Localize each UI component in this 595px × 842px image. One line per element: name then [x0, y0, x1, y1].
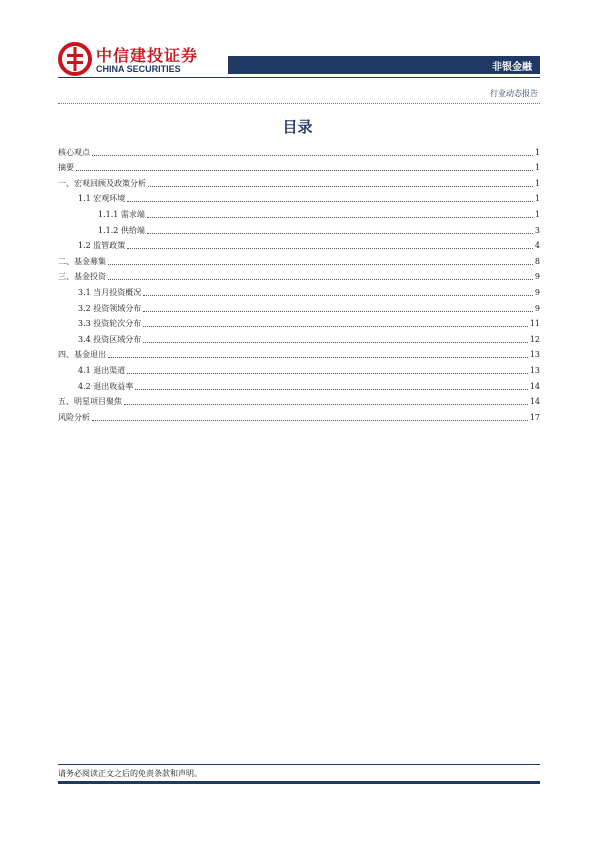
- toc-entry-page: 12: [529, 334, 540, 344]
- toc-leader-dots: [108, 356, 528, 358]
- toc-entry-page: 9: [534, 303, 540, 313]
- toc-entry-page: 1: [534, 209, 540, 219]
- toc-entry[interactable]: [58, 298, 540, 314]
- toc-entry-page: 3: [534, 225, 540, 235]
- toc-entry-page: 13: [529, 365, 540, 375]
- toc-entry[interactable]: [58, 314, 540, 330]
- toc-entry[interactable]: [58, 329, 540, 345]
- toc-entry-label: 三、基金投资: [58, 272, 106, 282]
- toc-leader-dots: [127, 200, 533, 202]
- toc-entry-page: 1: [534, 163, 540, 173]
- toc-entry[interactable]: [58, 376, 540, 392]
- section-label: 非银金融: [492, 62, 532, 73]
- toc-leader-dots: [147, 232, 533, 234]
- toc-leader-dots: [127, 247, 533, 249]
- toc-entry-label: 3.2 投资领域分布: [78, 303, 142, 313]
- toc-entry-label: 四、基金退出: [58, 350, 106, 360]
- footer-divider: [58, 764, 540, 765]
- toc-entry-page: 1: [534, 194, 540, 204]
- toc-entry[interactable]: [58, 392, 540, 408]
- toc-entry-page: 13: [529, 350, 540, 360]
- toc-entry-label: 4.2 退出收益率: [78, 381, 134, 391]
- toc-leader-dots: [108, 278, 533, 280]
- toc-entry-label: 1.1 宏观环境: [78, 194, 126, 204]
- report-type-divider: [58, 103, 540, 104]
- toc-entry[interactable]: [58, 360, 540, 376]
- toc-leader-dots: [143, 294, 533, 296]
- toc-entry-page: 1: [534, 178, 540, 188]
- toc-leader-dots: [124, 403, 528, 405]
- toc-leader-dots: [135, 388, 528, 390]
- toc-entry-label: 4.1 退出渠道: [78, 365, 126, 375]
- toc-entry-label: 一、宏观回顾及政策分析: [58, 178, 146, 188]
- toc-leader-dots: [108, 263, 533, 265]
- citic-logo-icon: [58, 42, 92, 76]
- toc-entry[interactable]: [58, 220, 540, 236]
- toc-entry-page: 8: [534, 256, 540, 266]
- toc-entry[interactable]: [58, 189, 540, 205]
- toc-leader-dots: [143, 325, 528, 327]
- toc-leader-dots: [143, 341, 528, 343]
- toc-entry-label: 3.4 投资区域分布: [78, 334, 142, 344]
- toc-leader-dots: [127, 372, 528, 374]
- toc-entry[interactable]: [58, 407, 540, 423]
- toc-entry-page: 9: [534, 287, 540, 297]
- header-divider: [58, 77, 540, 78]
- toc-leader-dots: [92, 419, 528, 421]
- toc-entry-label: 摘要: [58, 163, 74, 173]
- toc-entry-label: 3.1 当月投资概况: [78, 287, 142, 297]
- toc-entry-label: 1.1.1 需求端: [98, 209, 145, 219]
- toc-entry-label: 五、明星项目聚焦: [58, 397, 122, 407]
- toc-entry-label: 二、基金募集: [58, 256, 106, 266]
- toc-entry-label: 1.1.2 供给端: [98, 225, 145, 235]
- footer-bar: [58, 781, 540, 784]
- toc-entry[interactable]: [58, 251, 540, 267]
- toc-entry[interactable]: [58, 173, 540, 189]
- toc-leader-dots: [76, 169, 533, 171]
- toc-entry-page: 11: [529, 319, 540, 329]
- toc-entry-page: 9: [534, 272, 540, 282]
- toc-entry-label: 3.3 投资轮次分布: [78, 319, 142, 329]
- toc-entry[interactable]: [58, 158, 540, 174]
- toc-entry-page: 14: [529, 381, 540, 391]
- toc-entry[interactable]: [58, 267, 540, 283]
- toc-entry-label: 风险分析: [58, 412, 90, 422]
- toc-leader-dots: [143, 310, 533, 312]
- toc-entry-page: 1: [534, 147, 540, 157]
- toc-entry-page: 4: [534, 241, 540, 251]
- toc-entry-page: 17: [529, 412, 540, 422]
- table-of-contents: [58, 142, 540, 423]
- toc-entry[interactable]: [58, 236, 540, 252]
- toc-leader-dots: [148, 185, 533, 187]
- report-type-label: 行业动态报告: [490, 89, 538, 98]
- toc-title: 目录: [282, 118, 313, 136]
- toc-entry-label: 核心观点: [58, 147, 90, 157]
- toc-entry[interactable]: [58, 142, 540, 158]
- toc-entry-label: 1.2 监管政策: [78, 241, 126, 251]
- toc-entry-page: 14: [529, 397, 540, 407]
- toc-leader-dots: [147, 216, 533, 218]
- header-section-bar: [228, 56, 540, 74]
- toc-entry[interactable]: [58, 204, 540, 220]
- logo-english-name: CHINA SECURITIES: [96, 64, 181, 74]
- footer-disclaimer: 请务必阅读正文之后的免责条款和声明。: [58, 769, 202, 778]
- toc-leader-dots: [92, 154, 533, 156]
- logo-chinese-name: 中信建投证券: [96, 46, 199, 65]
- toc-entry[interactable]: [58, 282, 540, 298]
- company-logo: [58, 42, 248, 78]
- toc-entry[interactable]: [58, 345, 540, 361]
